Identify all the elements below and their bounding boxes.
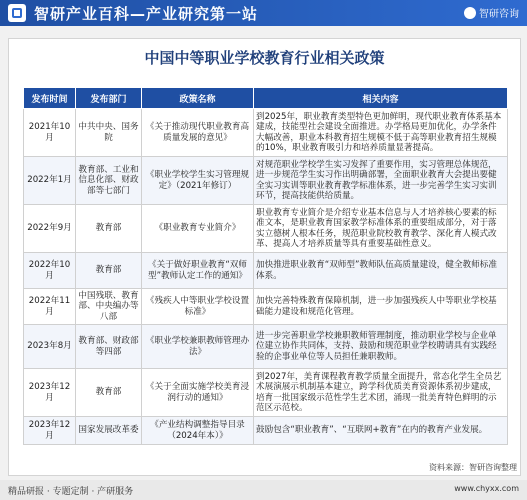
cell-policy-name: 《关于全面实施学校美育浸润行动的通知》 <box>142 369 254 417</box>
site-logo-icon <box>8 4 26 22</box>
brand-label[interactable] <box>464 5 519 20</box>
table-row <box>24 325 508 369</box>
page-title: 中国中等职业学校教育行业相关政策 <box>144 49 385 67</box>
cell-dept: 中共中央、国务院 <box>76 109 142 157</box>
cell-content: 进一步完善职业学校兼职教师管理制度，推动职业学校与企业单位建立协作共同体，支持、鼓励和规范职业学校聘请具有实践经验的企事业单位等人员担任兼职教师。 <box>254 325 508 369</box>
cell-policy-name: 《职业学校学生实习管理规定》（2021年修订） <box>142 157 254 205</box>
cell-date: 2023年8月 <box>24 325 76 369</box>
top-banner <box>0 0 527 26</box>
site-title: 智研产业百科—产业研究第一站 <box>34 5 259 23</box>
cell-policy-name: 《产业结构调整指导目录（2024年本）》 <box>142 417 254 445</box>
cell-content: 加快推进职业教育“双师型”教师队伍高质量建设，健全教师标准体系。 <box>254 253 508 289</box>
cell-content: 对规范职业学校学生实习发挥了重要作用，实习管理总体规范，进一步规范学生实习作出明确部署，全面职业教育大会提出要健全实习实训等职业教育教学标准体系，进一步完善学生实习实训环节，提高技能供给质量。 <box>254 157 508 205</box>
column-header-name: 政策名称 <box>142 88 254 109</box>
table-row <box>24 289 508 325</box>
cell-date: 2022年10月 <box>24 253 76 289</box>
footer-services: 精品研报 · 专题定制 · 产研服务 <box>8 487 134 497</box>
column-header-date: 发布时间 <box>24 88 76 109</box>
cell-dept: 中国残联、教育部、中央编办等八部 <box>76 289 142 325</box>
cell-dept: 教育部 <box>76 253 142 289</box>
table-header-row <box>24 88 508 109</box>
footer-bar <box>0 480 527 500</box>
table-row <box>24 253 508 289</box>
cell-date: 2022年11月 <box>24 289 76 325</box>
footer-url[interactable]: www.chyxx.com <box>454 484 519 493</box>
table-row <box>24 109 508 157</box>
table-row <box>24 205 508 253</box>
cell-dept: 教育部、工业和信息化部、财政部等七部门 <box>76 157 142 205</box>
source-note: 资料来源：智研咨询整理 <box>429 463 517 472</box>
cell-date: 2023年12月 <box>24 417 76 445</box>
policy-panel <box>8 38 521 476</box>
cell-content: 到2025年，职业教育类型特色更加鲜明，现代职业教育体系基本建成，技能型社会建设全面推进。办学格局更加优化，办学条件大幅改善，职业本科教育招生规模不低于高等职业教育招生规模的10%，职业教育吸引力和培养质量显著提高。 <box>254 109 508 157</box>
cell-policy-name: 《职业学校兼职教师管理办法》 <box>142 325 254 369</box>
cell-date: 2021年10月 <box>24 109 76 157</box>
cell-content: 到2027年，美育课程教育教学质量全面提升，常态化学生全员艺术展演展示机制基本建立，跨学科优质美育资源体系初步建成，培育一批国家级示范性学生艺术团，涌现一批美育特色鲜明的示范区示范校。 <box>254 369 508 417</box>
cell-date: 2023年12月 <box>24 369 76 417</box>
policy-table <box>23 87 508 445</box>
cell-dept: 教育部 <box>76 205 142 253</box>
table-row <box>24 417 508 445</box>
brand-logo-icon <box>464 7 476 19</box>
cell-policy-name: 《关于做好职业教育“双师型”教师认定工作的通知》 <box>142 253 254 289</box>
cell-policy-name: 《关于推动现代职业教育高质量发展的意见》 <box>142 109 254 157</box>
cell-policy-name: 《职业教育专业简介》 <box>142 205 254 253</box>
cell-dept: 教育部 <box>76 369 142 417</box>
cell-date: 2022年9月 <box>24 205 76 253</box>
cell-content: 鼓励包含“职业教育”、“互联网+教育”在内的教育产业发展。 <box>254 417 508 445</box>
table-row <box>24 157 508 205</box>
cell-dept: 教育部、财政部等四部 <box>76 325 142 369</box>
brand-text: 智研咨询 <box>479 9 519 20</box>
cell-dept: 国家发展改革委 <box>76 417 142 445</box>
column-header-dept: 发布部门 <box>76 88 142 109</box>
column-header-content: 相关内容 <box>254 88 508 109</box>
cell-content: 职业教育专业简介是介绍专业基本信息与人才培养核心要素的标准文本，是职业教育国家教学标准体系的重要组成部分，对于落实立德树人根本任务，规范职业院校教育教学、深化育人模式改革、提高人才培养质量等具有重要基础性意义。 <box>254 205 508 253</box>
table-row <box>24 369 508 417</box>
cell-date: 2022年1月 <box>24 157 76 205</box>
cell-content: 加快完善特殊教育保障机制，进一步加强残疾人中等职业学校基础能力建设和规范化管理。 <box>254 289 508 325</box>
cell-policy-name: 《残疾人中等职业学校设置标准》 <box>142 289 254 325</box>
